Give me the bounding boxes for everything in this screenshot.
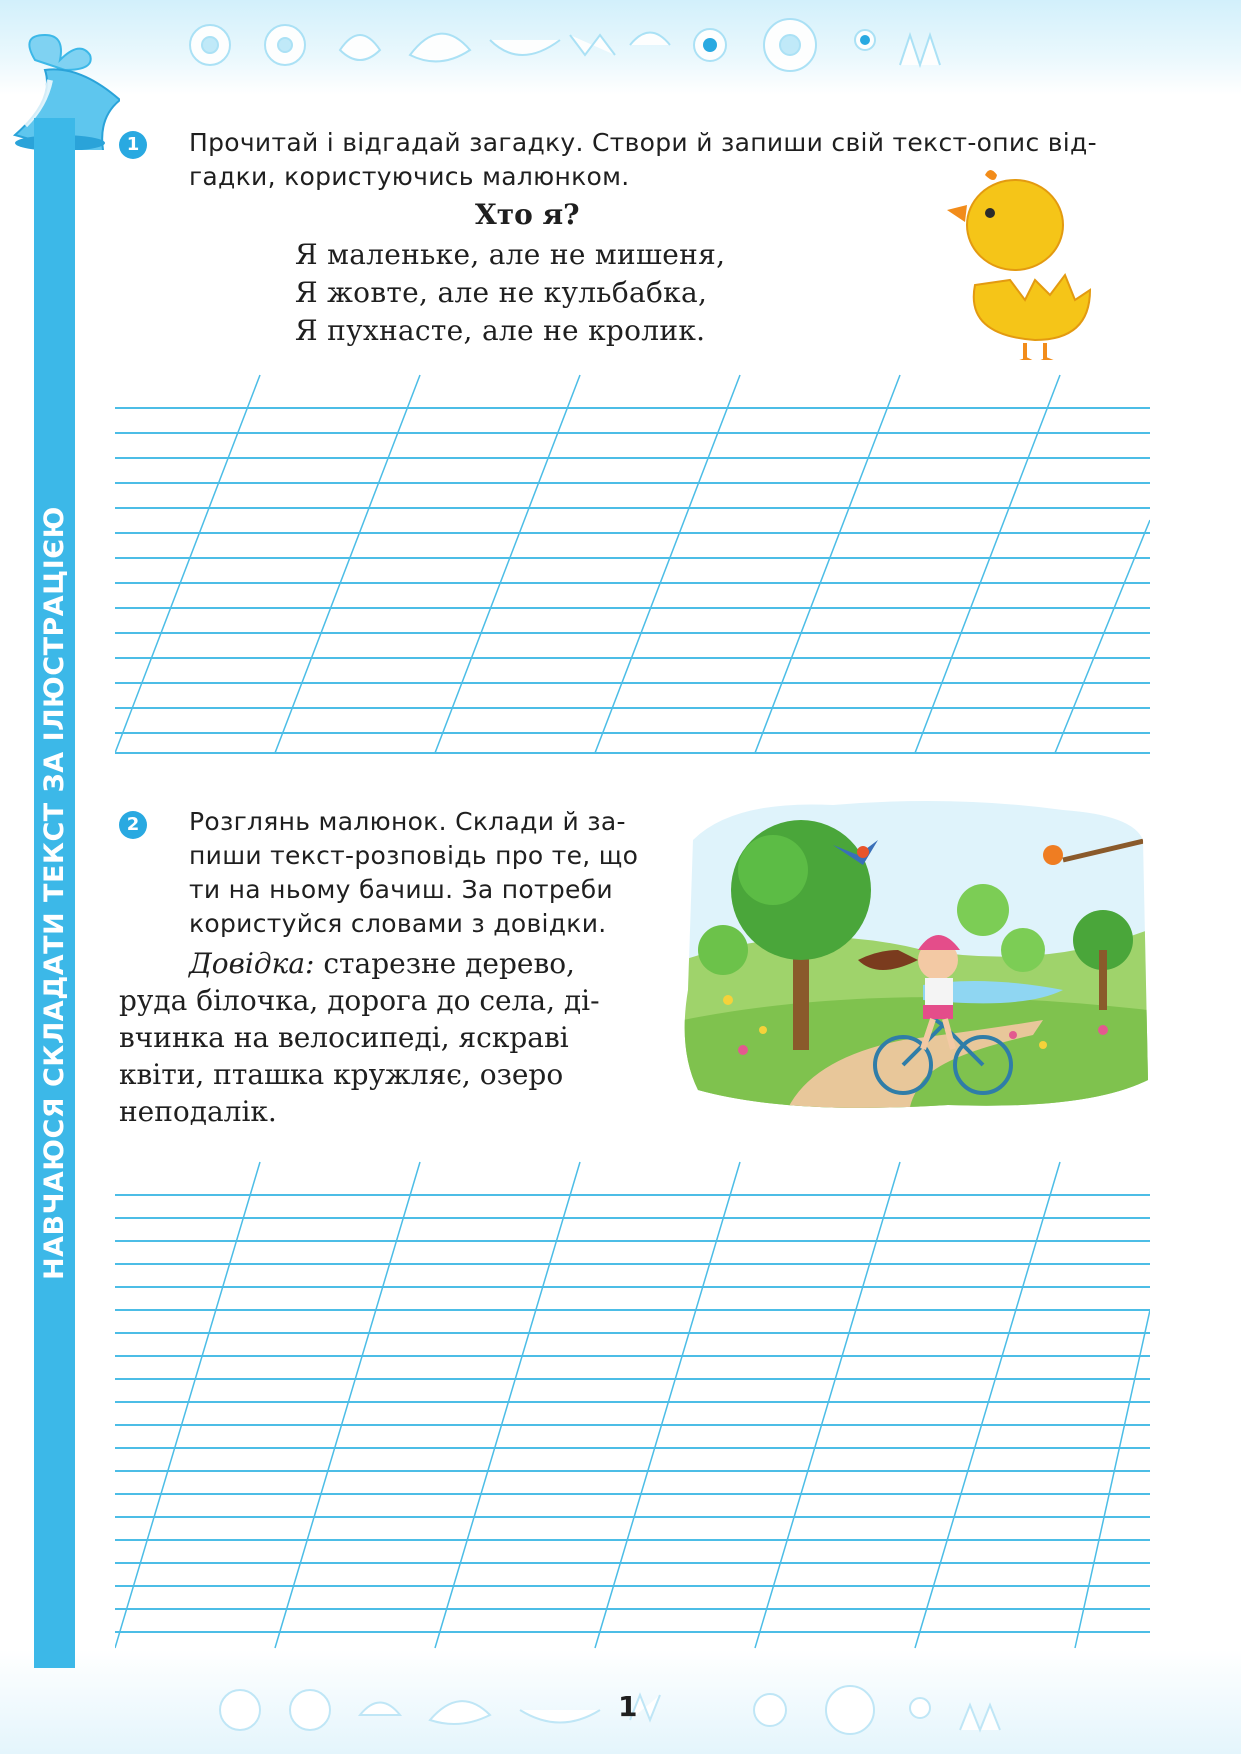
reference-line: квіти, пташка кружляє, озеро [119, 1058, 564, 1091]
task1-instruction-line: гадки, користуючись малюнком. [189, 162, 630, 191]
writing-lines-task1 [115, 370, 1150, 755]
reference-first-line [119, 945, 659, 982]
task2-instruction [189, 805, 659, 941]
reference-line: руда білочка, дорога до села, ді- [119, 984, 600, 1017]
poem [295, 236, 725, 350]
task2-instruction-line: ти на ньому бачиш. За потреби [189, 875, 613, 904]
reference-text: старезне дерево, [314, 947, 575, 980]
girl-on-bicycle-illustration [683, 800, 1148, 1120]
decorative-flowers-border [170, 10, 1090, 80]
chick-illustration [945, 165, 1105, 360]
poem-line: Я пухнасте, але не кролик. [295, 314, 706, 347]
reference-line: вчинка на велосипеді, яскраві [119, 1021, 569, 1054]
poem-line: Я маленьке, але не мишеня, [295, 238, 726, 271]
task1-instruction-line: Прочитай і відгадай загадку. Створи й запиши свій текст-опис від- [189, 128, 1097, 157]
task2-instruction-line: пиши текст-розповідь про те, що [189, 841, 639, 870]
reference-label: Довідка: [189, 947, 315, 980]
task-number-2: 2 [119, 811, 147, 839]
reference-block [119, 945, 659, 1130]
page-number: 1 [618, 1690, 638, 1723]
reference-line: неподалік. [119, 1095, 277, 1128]
writing-lines-task2 [115, 1160, 1150, 1650]
task2-instruction-line: користуйся словами з довідки. [189, 909, 607, 938]
task-number-1: 1 [119, 131, 147, 159]
task2-instruction-line: Розглянь малюнок. Склади й за- [189, 807, 626, 836]
poem-line: Я жовте, але не кульбабка, [295, 276, 708, 309]
poem-title: Хто я? [475, 198, 580, 231]
